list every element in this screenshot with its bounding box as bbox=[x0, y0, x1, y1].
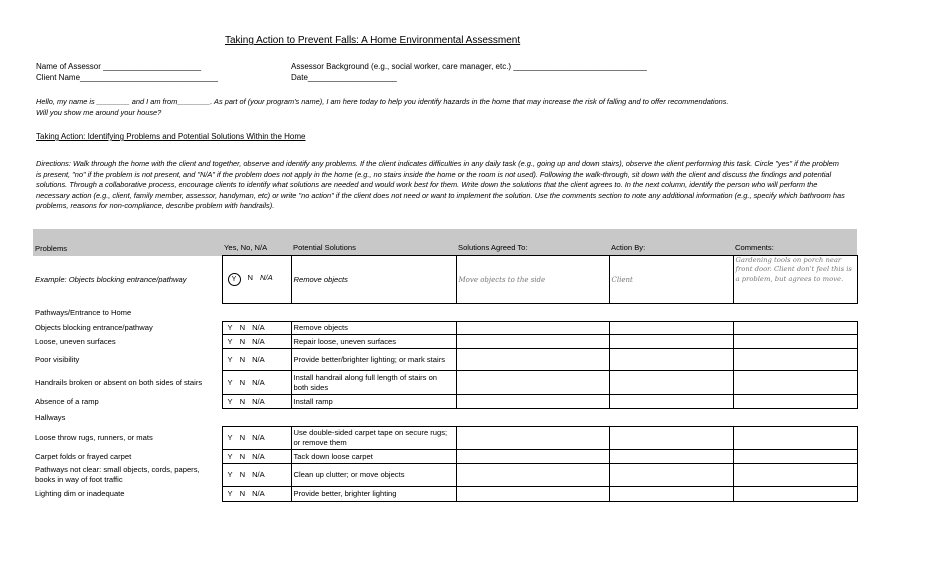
yes-option[interactable]: Y bbox=[227, 433, 233, 442]
problem-cell: Loose throw rugs, runners, or mats bbox=[35, 433, 153, 442]
agreed-cell[interactable] bbox=[456, 487, 609, 502]
agreed-cell[interactable] bbox=[456, 427, 609, 450]
agreed-cell[interactable] bbox=[456, 322, 609, 335]
solution-cell: Provide better/brighter lighting; or mark stairs bbox=[291, 349, 456, 371]
yn-cell[interactable] bbox=[222, 487, 291, 502]
assessor-background-field[interactable]: Assessor Background (e.g., social worker, care manager, etc.) ______________________________ bbox=[291, 62, 647, 71]
comments-cell[interactable] bbox=[733, 450, 857, 464]
problem-cell: Loose, uneven surfaces bbox=[35, 336, 116, 346]
section-hallways: Hallways bbox=[35, 412, 66, 422]
col-comments: Comments: bbox=[733, 229, 857, 256]
example-agreed[interactable]: Move objects to the side bbox=[456, 256, 609, 304]
table-row bbox=[33, 349, 857, 371]
action-by-cell[interactable] bbox=[609, 427, 733, 450]
no-option[interactable]: N bbox=[239, 377, 246, 387]
yn-cell[interactable] bbox=[222, 335, 291, 349]
agreed-cell[interactable] bbox=[456, 349, 609, 371]
client-name-field[interactable]: Client Name_______________________________ bbox=[36, 73, 218, 82]
yes-option[interactable]: Y bbox=[227, 489, 233, 498]
col-yes-no-na: Yes, No, N/A bbox=[222, 229, 291, 256]
yes-circled[interactable]: Y bbox=[228, 273, 241, 286]
problem-cell: Lighting dim or inadequate bbox=[35, 489, 125, 498]
na-option[interactable]: N/A bbox=[252, 433, 265, 442]
table-row bbox=[33, 395, 857, 409]
no-option[interactable]: N bbox=[239, 489, 246, 498]
table-row bbox=[33, 487, 857, 502]
table-row bbox=[33, 335, 857, 349]
example-solution: Remove objects bbox=[291, 256, 456, 304]
table-row bbox=[33, 322, 857, 335]
solution-cell: Remove objects bbox=[291, 322, 456, 335]
example-row bbox=[33, 256, 857, 304]
yes-option[interactable]: Y bbox=[227, 396, 233, 406]
yn-cell[interactable] bbox=[222, 450, 291, 464]
action-by-cell[interactable] bbox=[609, 335, 733, 349]
comments-cell[interactable] bbox=[733, 427, 857, 450]
comments-cell[interactable] bbox=[733, 464, 857, 487]
comments-cell[interactable] bbox=[733, 487, 857, 502]
table-row bbox=[33, 450, 857, 464]
yes-option[interactable]: Y bbox=[227, 451, 233, 461]
comments-cell[interactable] bbox=[733, 395, 857, 409]
example-comments[interactable]: Gardening tools on porch near front door. Client don't feel this is a problem, but agrees to move. bbox=[733, 256, 857, 304]
action-by-cell[interactable] bbox=[609, 487, 733, 502]
directions-text: Directions: Walk through the home with the client and together, observe and identify any problems. If the client indicates difficulties in any daily task (e.g., going up and down stairs), observe the client performing this task. Circle "yes" if the problem is present, "no" if the problem is not present, and "N/A" if the problem does not apply in the home (e.g., no stairs inside the home or the room is not used). Following the walk-through, sit down with the client and discuss the findings and potential solutions. Through a collaborative process, encourage clients to identify what solutions are needed and would work best for them. Write down the solutions that the client agrees to. In the next column, identify the person who will perform the necessary action (e.g., client, family member, assessor, handyman, etc) or write "no action" if the client does not need or want to implement the solution. Use the comments section to note any additional information (e.g., specify which bathroom has problems, reasons for non-compliance, describe problem with handrails). bbox=[36, 159, 845, 211]
no-option[interactable]: N bbox=[239, 433, 246, 442]
solution-cell: Provide better, brighter lighting bbox=[291, 487, 456, 502]
action-by-cell[interactable] bbox=[609, 322, 733, 335]
col-solutions-agreed: Solutions Agreed To: bbox=[456, 229, 609, 256]
yn-cell[interactable] bbox=[222, 349, 291, 371]
yn-cell[interactable] bbox=[222, 322, 291, 335]
solution-cell: Install ramp bbox=[291, 395, 456, 409]
assessor-name-field[interactable]: Name of Assessor ______________________ bbox=[36, 62, 202, 71]
no-option[interactable]: N bbox=[239, 451, 246, 461]
table-header-row bbox=[33, 229, 857, 256]
problem-cell: Carpet folds or frayed carpet bbox=[35, 451, 132, 461]
solution-cell: Clean up clutter; or move objects bbox=[291, 464, 456, 487]
na-option[interactable]: N/A bbox=[252, 377, 265, 387]
action-by-cell[interactable] bbox=[609, 371, 733, 395]
action-by-cell[interactable] bbox=[609, 395, 733, 409]
no-option[interactable]: N bbox=[239, 396, 246, 406]
comments-cell[interactable] bbox=[733, 371, 857, 395]
col-problems: Problems bbox=[33, 229, 222, 256]
na-option[interactable]: N/A bbox=[252, 470, 265, 479]
yes-option[interactable]: Y bbox=[227, 323, 233, 332]
section-row bbox=[33, 409, 857, 427]
date-field[interactable]: Date____________________ bbox=[291, 73, 397, 82]
action-by-cell[interactable] bbox=[609, 450, 733, 464]
action-by-cell[interactable] bbox=[609, 464, 733, 487]
solution-cell: Repair loose, uneven surfaces bbox=[291, 335, 456, 349]
table-row bbox=[33, 464, 857, 487]
example-problem: Example: Objects blocking entrance/pathway bbox=[35, 274, 187, 284]
yn-cell[interactable] bbox=[222, 371, 291, 395]
yes-option[interactable]: Y bbox=[227, 354, 233, 364]
yes-option[interactable]: Y bbox=[227, 377, 233, 387]
agreed-cell[interactable] bbox=[456, 335, 609, 349]
yes-option[interactable]: Y bbox=[227, 336, 233, 346]
yn-cell[interactable] bbox=[222, 427, 291, 450]
yn-cell[interactable] bbox=[222, 395, 291, 409]
solution-cell: Install handrail along full length of stairs on both sides bbox=[291, 371, 456, 395]
na-option[interactable]: N/A bbox=[252, 354, 265, 364]
col-action-by: Action By: bbox=[609, 229, 733, 256]
agreed-cell[interactable] bbox=[456, 371, 609, 395]
problem-cell: Absence of a ramp bbox=[35, 396, 99, 406]
no-option[interactable]: N bbox=[239, 470, 246, 479]
comments-cell[interactable] bbox=[733, 322, 857, 335]
col-potential-solutions: Potential Solutions bbox=[291, 229, 456, 256]
intro-question: Will you show me around your house? bbox=[36, 108, 162, 117]
agreed-cell[interactable] bbox=[456, 450, 609, 464]
no-option[interactable]: N bbox=[239, 323, 246, 332]
na-option[interactable]: N/A bbox=[259, 273, 273, 282]
agreed-cell[interactable] bbox=[456, 464, 609, 487]
action-by-cell[interactable] bbox=[609, 349, 733, 371]
section-pathways: Pathways/Entrance to Home bbox=[35, 307, 132, 317]
agreed-cell[interactable] bbox=[456, 395, 609, 409]
assessment-table bbox=[33, 229, 858, 502]
section-heading: Taking Action: Identifying Problems and Potential Solutions Within the Home bbox=[36, 132, 306, 141]
na-option[interactable]: N/A bbox=[252, 489, 265, 498]
na-option[interactable]: N/A bbox=[252, 323, 265, 332]
no-option[interactable]: N bbox=[239, 336, 246, 346]
page-title: Taking Action to Prevent Falls: A Home Environmental Assessment bbox=[225, 35, 521, 46]
na-option[interactable]: N/A bbox=[252, 451, 265, 461]
problem-cell: Handrails broken or absent on both sides of stairs bbox=[35, 377, 203, 387]
yes-option[interactable]: Y bbox=[227, 470, 233, 479]
section-row bbox=[33, 304, 857, 322]
solution-cell: Tack down loose carpet bbox=[291, 450, 456, 464]
no-option[interactable]: N bbox=[247, 273, 253, 282]
comments-cell[interactable] bbox=[733, 335, 857, 349]
solution-cell: Use double-sided carpet tape on secure rugs; or remove them bbox=[291, 427, 456, 450]
no-option[interactable]: N bbox=[239, 354, 246, 364]
na-option[interactable]: N/A bbox=[252, 336, 265, 346]
intro-text: Hello, my name is ________ and I am from________. As part of (your program's name), I am here today to help you identify hazards in the home that may increase the risk of falling and to offer recommendations. bbox=[36, 97, 729, 106]
problem-cell: Poor visibility bbox=[35, 354, 80, 364]
na-option[interactable]: N/A bbox=[252, 396, 265, 406]
yn-cell[interactable] bbox=[222, 464, 291, 487]
problem-cell: Pathways not clear: small objects, cords, papers, books in way of foot traffic bbox=[35, 465, 200, 484]
table-row bbox=[33, 427, 857, 450]
comments-cell[interactable] bbox=[733, 349, 857, 371]
problem-cell: Objects blocking entrance/pathway bbox=[35, 323, 153, 332]
example-action-by[interactable]: Client bbox=[609, 256, 733, 304]
example-yn[interactable] bbox=[222, 256, 291, 304]
table-row bbox=[33, 371, 857, 395]
